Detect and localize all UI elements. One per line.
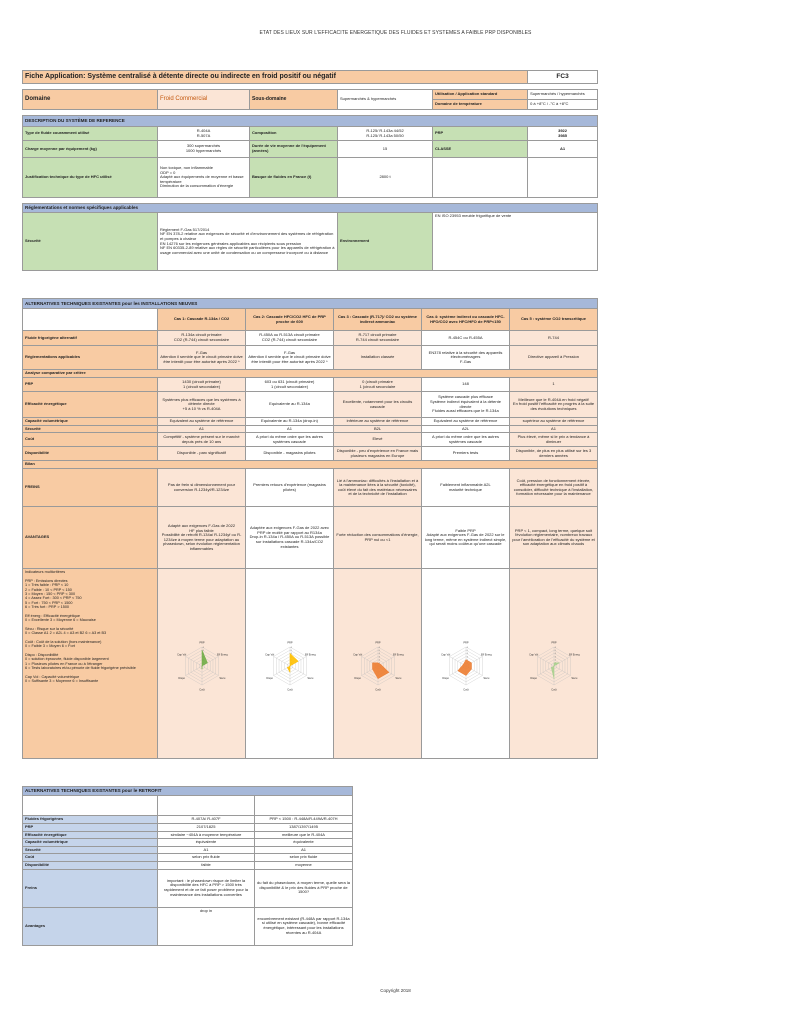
- radar-chart-case-3: [348, 637, 408, 691]
- alt-safety-label: Sécurité: [23, 425, 158, 433]
- radar-axis-label: Sécu: [306, 676, 313, 680]
- new-installations-table: [22, 298, 598, 759]
- retrofit-section-title: ALTERNATIVES TECHNIQUES EXISTANTES pour le RETROFIT: [23, 787, 353, 796]
- safety-label: Sécurité: [23, 213, 158, 271]
- alt-regulation-2: F-Gas Attention il semble que le circuit primaire doive être interdit pour être autorisé après 2022 *: [246, 346, 334, 370]
- radar-axis-label: Sécu: [482, 676, 489, 680]
- alt-capacity-3: inférieure au système de référence: [334, 418, 422, 426]
- retro-availability-1: faible: [158, 861, 255, 869]
- environment-text: EN ISO 23953 meuble frigorifique de vente: [433, 213, 598, 271]
- alt-brakes-label: FREINS: [23, 469, 158, 507]
- regulation-section-title: Réglementations et normes spécifiques applicables: [23, 204, 598, 213]
- alt-safety-4: A2L: [422, 425, 510, 433]
- sheet-title: Fiche Application: Système centralisé à détente directe ou indirecte en froid positif ou négatif: [23, 71, 528, 84]
- alt-efficiency-3: Excellente, notamment pour les circuits cascade: [334, 392, 422, 418]
- indicators-legend: Indicateurs multicritères PRP : Emissions directes 1 = Très faible : PRP < 10 2 = Faible : 10 < PRP < 150 3 = Moyen : 150 < PRP < 300 4 = Assez Fort : 300 < PRP < 750 5 = Fort : 750 < PRP < 1500 6 = Très fort : PRP > 1500 Eff énerg : Efficacité énergétique 0 = Excellente 3 = Moyenne 6 = Mauvaise Sécu : Risque sur la sécurité 0 = Classe A1 2 = A2L 4 = A3 et B2 6 = A3 et B3 Coût : Coût de la solution (hors maintenance) 0 = Faible 3 = Moyen 6 = Fort Dispo : Disponibilité 0 = solution éprouvée, fluide disponible largement 1 = Plusieurs pilotes en France ou à l'étranger 6 = Tests laboratoires et/ou pénurie de fluide frigorigène prévisible Cap Vol : Capacité volumétrique 0 = Suffisante 3 = Moyenne 6 = Insuffisante: [23, 569, 158, 759]
- alt-fluid-2: R-450A ou R-513A circuit primaire CO2 (R-744) circuit secondaire: [246, 331, 334, 346]
- charge-value: 300 supermarchés 1000 hypermarchés: [158, 141, 250, 158]
- retro-fluid-label: Fluides frigorigènes: [23, 816, 158, 824]
- alt-regulation-label: Réglementations applicables: [23, 346, 158, 370]
- radar-axis-label: Dispo: [265, 676, 273, 680]
- radar-axis-label: Eff Energ: [480, 652, 492, 656]
- alt-safety-1: A1: [158, 425, 246, 433]
- alt-efficiency-label: Efficacité énergétique: [23, 392, 158, 418]
- radar-tick-label: 5: [290, 649, 292, 652]
- subdomain-value: Supermarchés & hypermarchés: [338, 90, 433, 110]
- temperature-value: 0 à +8°C / -°C à +8°C: [528, 100, 598, 110]
- alt-prp-3: 0 (circuit primaire 1 (circuit secondaire: [334, 378, 422, 392]
- radar-axis-label: Dispo: [353, 676, 361, 680]
- lifetime-value: 15: [338, 141, 433, 158]
- retro-availability-2: moyenne: [255, 861, 353, 869]
- radar-chart-case-5: [524, 637, 584, 691]
- fleet-value: 2800 t: [338, 158, 433, 198]
- lifetime-label: Durée de vie moyenne de l'équipement (années): [250, 141, 338, 158]
- radar-tick-label: 5: [466, 649, 468, 652]
- alt-brakes-1: Pas de frein si dimensionnement pour conversion R-1234yf/R-1234ze: [158, 469, 246, 507]
- alt-availability-2: Disponible - magasins pilotes: [246, 447, 334, 461]
- alt-safety-2: A1: [246, 425, 334, 433]
- use-value: Supermarchés / hypermarchés: [528, 90, 598, 100]
- alt-cost-2: A priori du même ordre que les autres systèmes cascade: [246, 433, 334, 447]
- radar-axis-label: PRP: [462, 641, 469, 645]
- retro-safety-label: Sécurité: [23, 846, 158, 854]
- alt-brakes-3: Lié à l'ammoniac: difficultés à l'installation et à la maintenance liées à la sécurité (toxicité), coût élevé du fait des matériaux nécessaires et de la technicité de l'installation: [334, 469, 422, 507]
- retro-efficiency-1: similaire ~404A à moyenne température: [158, 831, 255, 839]
- fluid-type-label: Type de fluide couramment utilisé: [23, 127, 158, 141]
- alt-safety-3: B2L: [334, 425, 422, 433]
- alternatives-section-title: ALTERNATIVES TECHNIQUES EXISTANTES pour les INSTALLATIONS NEUVES: [23, 299, 598, 309]
- alt-fluid-3: R-717 circuit primaire R-744 circuit secondaire: [334, 331, 422, 346]
- class-label: CLASSE: [433, 141, 528, 158]
- radar-axis-label: Eff Energ: [568, 652, 580, 656]
- alt-prp-5: 1: [510, 378, 598, 392]
- radar-axis-label: Cap Vol: [440, 652, 450, 656]
- alt-advantages-2: Adaptée aux exigences F-Gas de 2022 avec PRP de moitié par rapport au R134a Drop-in R-134a / R-450A ou R-513A possible sur installations cascade R-134a/CO2 existantes: [246, 507, 334, 569]
- radar-series-area: [287, 653, 298, 672]
- radar-axis-label: Eff Energ: [392, 652, 404, 656]
- composition-value: R-125/ R-143a 44/52 R-125/ R-143a 50/50: [338, 127, 433, 141]
- fleet-label: Basque de fluides en France (t): [250, 158, 338, 198]
- retro-safety-2: A1: [255, 846, 353, 854]
- alt-prp-4: 148: [422, 378, 510, 392]
- radar-tick-label: 3: [554, 655, 556, 658]
- alt-safety-5: A1: [510, 425, 598, 433]
- alt-advantages-5: PRP < 1, compact, long terme, quelque soit l'évolution réglementaire, nombreux travaux pour l'amélioration de l'efficacité du système et son adaptation aux climats chauds: [510, 507, 598, 569]
- justification-label: Justification technique du type de HFC utilisé: [23, 158, 158, 198]
- alt-brakes-4: Faiblement inflammable A2L maturité technique: [422, 469, 510, 507]
- alt-fluid-4: R-454C ou R-455A: [422, 331, 510, 346]
- case-3-header: Cas 3 : Cascade (R-717)/ CO2 ou système indirect ammoniac: [334, 309, 422, 331]
- alt-availability-1: Disponible - parc significatif: [158, 447, 246, 461]
- temperature-label: Domaine de température: [433, 100, 528, 110]
- alt-regulation-3: Installation classée: [334, 346, 422, 370]
- radar-tick-label: 6: [378, 646, 380, 649]
- radar-axis-label: Eff Energ: [216, 652, 228, 656]
- radar-chart-case-1: [172, 637, 232, 691]
- case-5-header: Cas 5 : système CO2 transcritique: [510, 309, 598, 331]
- radar-axis-label: PRP: [198, 641, 205, 645]
- retro-brakes-label: Freins: [23, 869, 158, 907]
- prp-value: 3922 3985: [528, 127, 598, 141]
- alt-availability-label: Disponibilité: [23, 447, 158, 461]
- domain-value: Froid Commercial: [158, 90, 250, 110]
- bilan-row-title: Bilan: [23, 461, 598, 469]
- radar-tick-label: 4: [290, 652, 292, 655]
- justification-value: Non toxique, non inflammable ODP = 0 Adapté aux équipements de moyenne et basse température Diminution de la consommation d'énergie: [158, 158, 250, 198]
- retro-capacity-2: équivalente: [255, 839, 353, 847]
- alt-advantages-4: Faible PRP Adapté aux exigences F-Gas de 2022 sur le long terme, même en système indirect simple, qui serait moins coûteux qu'une cascade: [422, 507, 510, 569]
- subdomain-label: Sous-domaine: [250, 90, 338, 110]
- charge-label: Charge moyenne par équipement (kg): [23, 141, 158, 158]
- alt-prp-2: 603 ou 631 (circuit primaire) 1 (circuit secondaire): [246, 378, 334, 392]
- radar-tick-label: 6: [290, 646, 292, 649]
- alt-brakes-5: Coût, pression de fonctionnement élevée, efficacité énergétique en froid positif à consolider, difficulté technique à l'installation, formation nécessaire pour la maintenance: [510, 469, 598, 507]
- retro-efficiency-label: Efficacité énergétique: [23, 831, 158, 839]
- alt-regulation-1: F-Gas Attention il semble que le circuit primaire doive être interdit pour être autorisé après 2022 *: [158, 346, 246, 370]
- radar-axis-label: Sécu: [570, 676, 577, 680]
- retro-fluid-1: R-407A/ R-407F: [158, 816, 255, 824]
- alt-availability-4: Premiers tests: [422, 447, 510, 461]
- radar-axis-label: Coût: [462, 688, 469, 691]
- radar-axis-label: Coût: [198, 688, 205, 691]
- retro-capacity-1: équivalente: [158, 839, 255, 847]
- radar-axis-label: Cap Vol: [264, 652, 274, 656]
- retro-advantages-label: Avantages: [23, 907, 158, 945]
- alt-advantages-label: AVANTAGES: [23, 507, 158, 569]
- radar-tick-label: 3: [378, 655, 380, 658]
- case-2-header: Cas 2: Cascade HFC/CO2 HFC de PRP proche de 600: [246, 309, 334, 331]
- radar-series-area: [457, 659, 471, 675]
- retro-cost-2: selon prix fluide: [255, 854, 353, 862]
- retro-prp-label: PRP: [23, 824, 158, 832]
- retro-efficiency-2: meilleure que le R-404A: [255, 831, 353, 839]
- alt-cost-5: Plus élevé, même si le prix a tendance à diminuer: [510, 433, 598, 447]
- alt-efficiency-2: Equivalente au R-134a: [246, 392, 334, 418]
- radar-axis-label: Cap Vol: [528, 652, 538, 656]
- alt-prp-1: 1430 (circuit primaire) 1 (circuit secondaire): [158, 378, 246, 392]
- retrofit-table: [22, 786, 353, 946]
- alt-cost-label: Coût: [23, 433, 158, 447]
- retro-capacity-label: Capacité volumétrique: [23, 839, 158, 847]
- case-4-header: Cas 4: système indirect ou cascade HFC-HFO/CO2 avec HFC/HFO de PRP<150: [422, 309, 510, 331]
- radar-tick-label: 6: [466, 646, 468, 649]
- alt-capacity-1: Equivalent au système de référence: [158, 418, 246, 426]
- class-value: A1: [528, 141, 598, 158]
- alt-capacity-4: Equivalent au système de référence: [422, 418, 510, 426]
- radar-tick-label: 2: [378, 659, 380, 662]
- radar-tick-label: 5: [378, 649, 380, 652]
- retro-availability-label: Disponibilité: [23, 861, 158, 869]
- alt-efficiency-1: Systèmes plus efficaces que les systèmes à détente directe +5 à 10 % vs R-404A: [158, 392, 246, 418]
- environment-label: Environnement: [338, 213, 433, 271]
- reference-section-title: DESCRIPTION DU SYSTÈME DE REFERENCE: [23, 116, 598, 127]
- radar-axis-label: PRP: [374, 641, 381, 645]
- alt-capacity-5: supérieur au système de référence: [510, 418, 598, 426]
- case-1-header: Cas 1: Cascade R-134a / CO2: [158, 309, 246, 331]
- analysis-row-title: Analyse comparative par critère: [23, 370, 598, 378]
- radar-axis-label: Sécu: [394, 676, 401, 680]
- use-label: Utilisation / Application standard: [433, 90, 528, 100]
- retro-brakes-2: du fait du phasedown, à moyen terme, quelle sera la disponibilité & le prix des fluides à PRP proche de 1500?: [255, 869, 353, 907]
- radar-series-area: [372, 663, 388, 679]
- radar-axis-label: Dispo: [529, 676, 537, 680]
- radar-axis-label: Coût: [550, 688, 557, 691]
- alt-availability-3: Disponible - peu d'expérience en France mais plusieurs magasins en Europe: [334, 447, 422, 461]
- retro-cost-label: Coût: [23, 854, 158, 862]
- alt-advantages-1: Adapté aux exigences F-Gas de 2022 HF plus faible Possibilité de retrofit R-134a/ R-1234yf ou R-1234ze à moyen terme pour adaptation au phasedown, selon évolution réglementation inflammables: [158, 507, 246, 569]
- radar-axis-label: Cap Vol: [352, 652, 362, 656]
- radar-tick-label: 3: [466, 655, 468, 658]
- retro-prp-2: 1387/1397/1495: [255, 824, 353, 832]
- radar-chart-case-2: [260, 637, 320, 691]
- radar-axis-label: Cap Vol: [176, 652, 186, 656]
- alt-cost-4: A priori du même ordre que les autres systèmes cascade: [422, 433, 510, 447]
- alt-cost-1: Compétitif - système présent sur le marché depuis près de 10 ans: [158, 433, 246, 447]
- retro-safety-1: A1: [158, 846, 255, 854]
- radar-tick-label: 4: [378, 652, 380, 655]
- alt-capacity-2: Equivalente au R-134a (drop-in): [246, 418, 334, 426]
- retro-fluid-2: PRP < 1500 : R-448A/R-449A/R-407H: [255, 816, 353, 824]
- composition-label: Composition: [250, 127, 338, 141]
- alt-regulation-5: Directive appareil à Pression: [510, 346, 598, 370]
- alt-advantages-3: Forte réduction des consommations d'énergie, PRP nul ou <1: [334, 507, 422, 569]
- alt-fluid-1: R-134a circuit primaire CO2 (R-744) circuit secondaire: [158, 331, 246, 346]
- radar-tick-label: 5: [554, 649, 556, 652]
- retro-advantages-1: drop in: [158, 907, 255, 945]
- radar-tick-label: 5: [202, 649, 204, 652]
- safety-text: Règlement F-Gas 517/2014 NF EN 378-2 relative aux exigences de sécurité et d'environnement des systèmes de réfrigération et pompes à chaleur EN 14276 sur les exigences générales applicables aux récipients sous pression NF EN 60335-2-89 relative aux règles de sécurité particulières pour les appareils de réfrigération à usage commercial avec une unité de condensation ou un compresseur incorporé ou à distance: [158, 213, 338, 271]
- alt-capacity-label: Capacité volumétrique: [23, 418, 158, 426]
- retro-cost-1: selon prix fluide: [158, 854, 255, 862]
- retro-brakes-1: important : le phasedown risque de limiter la disponibilité des HFC à PRP > 1500 très rapidement et de ce fait poser problème pour la maintenance des installations converties: [158, 869, 255, 907]
- retro-advantages-2: encombrement existant (R-448A par rapport R-134a si utilisé en système cascade), bonne efficacité énergétique, intéressant pour les installations récentes au R-404A: [255, 907, 353, 945]
- radar-axis-label: Eff Energ: [304, 652, 316, 656]
- alt-brakes-2: Premiers retours d'expérience (magasins pilotes): [246, 469, 334, 507]
- radar-tick-label: 6: [554, 646, 556, 649]
- radar-axis-label: Sécu: [218, 676, 225, 680]
- radar-axis-label: Dispo: [441, 676, 449, 680]
- radar-tick-label: 6: [202, 646, 204, 649]
- alt-efficiency-4: Système cascade plus efficace Système indirect équivalent à la détente directe Fluides aussi efficaces que le R-134a: [422, 392, 510, 418]
- alt-prp-label: PRP: [23, 378, 158, 392]
- radar-tick-label: 4: [466, 652, 468, 655]
- alt-fluid-5: R-744: [510, 331, 598, 346]
- radar-axis-label: Coût: [374, 688, 381, 691]
- prp-label: PRP: [433, 127, 528, 141]
- alt-regulation-4: EN378 relative à la sécurité des appareils électroménagers F-Gas: [422, 346, 510, 370]
- fluid-type-value: R-404A R-507A: [158, 127, 250, 141]
- radar-axis-label: Coût: [286, 688, 293, 691]
- radar-chart-case-4: [436, 637, 496, 691]
- radar-tick-label: 2: [554, 659, 556, 662]
- radar-tick-label: 4: [554, 652, 556, 655]
- alt-fluid-label: Fluide frigorigène alternatif: [23, 331, 158, 346]
- domain-label: Domaine: [23, 90, 158, 110]
- alt-cost-3: Elevé: [334, 433, 422, 447]
- retro-prp-1: 2107/1825: [158, 824, 255, 832]
- application-sheet-top: [22, 70, 598, 271]
- sheet-code: FC3: [528, 71, 598, 84]
- radar-axis-label: PRP: [550, 641, 557, 645]
- alt-availability-5: Disponible, de plus en plus utilisé sur les 3 derniers années: [510, 447, 598, 461]
- radar-axis-label: Dispo: [177, 676, 185, 680]
- alt-efficiency-5: Meilleure que le R-404A en froid négatif En froid positif l'efficacité en progrès à la suite des évolutions techniques: [510, 392, 598, 418]
- radar-axis-label: PRP: [286, 641, 293, 645]
- page-header: ETAT DES LIEUX SUR L'EFFICACITE ENERGETIQUE DES FLUIDES ET SYSTEMES A FAIBLE PRP DISPONIBLES: [259, 30, 532, 36]
- page-footer: Copyright 2018: [380, 988, 411, 993]
